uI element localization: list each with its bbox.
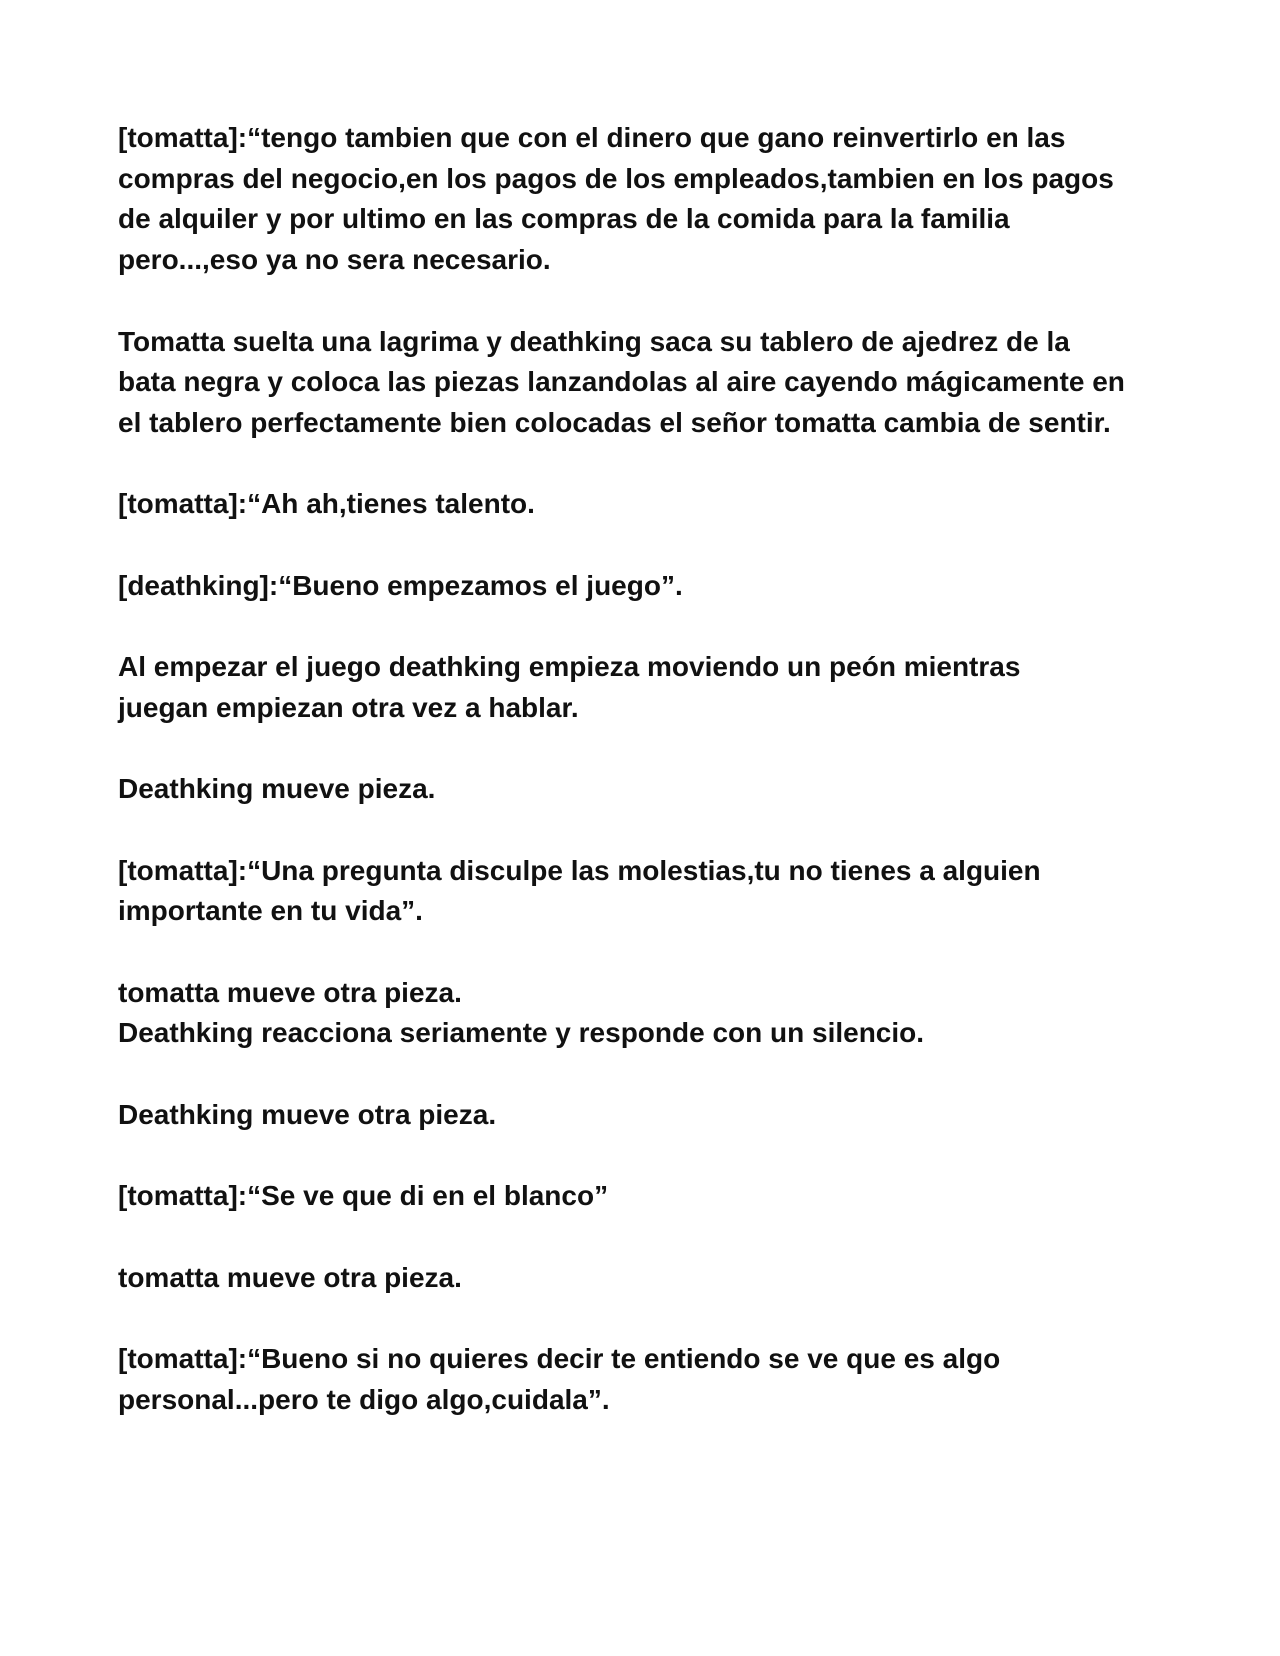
paragraph [118, 1176, 1168, 1217]
text-line: compras del negocio,en los pagos de los empleados,tambien en los pagos [118, 162, 1114, 194]
text-line: Deathking mueve otra pieza. [118, 1098, 497, 1130]
paragraph [118, 118, 1168, 281]
text-line: Tomatta suelta una lagrima y deathking saca su tablero de ajedrez de la [118, 325, 1070, 357]
paragraph [118, 1258, 1168, 1299]
text-line: importante en tu vida”. [118, 895, 423, 927]
text-line: el tablero perfectamente bien colocadas el señor tomatta cambia de sentir. [118, 406, 1111, 438]
paragraph [118, 973, 1168, 1054]
paragraph [118, 769, 1168, 810]
paragraph [118, 851, 1168, 932]
text-line: tomatta mueve otra pieza. [118, 1261, 462, 1293]
text-line: de alquiler y por ultimo en las compras de la comida para la familia [118, 203, 1010, 235]
text-line: pero...,eso ya no sera necesario. [118, 244, 551, 276]
text-line: [tomatta]:“Se ve que di en el blanco” [118, 1180, 609, 1212]
text-line: Deathking reacciona seriamente y responde con un silencio. [118, 1017, 925, 1049]
text-line: [tomatta]:“Una pregunta disculpe las molestias,tu no tienes a alguien [118, 854, 1041, 886]
paragraph [118, 322, 1168, 444]
text-line: [tomatta]:“Bueno si no quieres decir te entiendo se ve que es algo [118, 1342, 1001, 1374]
paragraph [118, 647, 1168, 728]
paragraph [118, 1339, 1168, 1420]
text-line: [tomatta]:“Ah ah,tienes talento. [118, 488, 535, 520]
text-line: juegan empiezan otra vez a hablar. [118, 691, 579, 723]
text-line: Deathking mueve pieza. [118, 773, 436, 805]
text-line: personal...pero te digo algo,cuidala”. [118, 1383, 610, 1415]
text-line: [deathking]:“Bueno empezamos el juego”. [118, 569, 683, 601]
paragraph [118, 1095, 1168, 1136]
text-line: bata negra y coloca las piezas lanzandolas al aire cayendo mágicamente en [118, 366, 1125, 398]
paragraph [118, 566, 1168, 607]
text-line: tomatta mueve otra pieza. [118, 976, 462, 1008]
paragraph [118, 484, 1168, 525]
text-line: [tomatta]:“tengo tambien que con el dinero que gano reinvertirlo en las [118, 122, 1066, 153]
text-line: Al empezar el juego deathking empieza moviendo un peón mientras [118, 651, 1021, 683]
document-body [118, 118, 1168, 1420]
